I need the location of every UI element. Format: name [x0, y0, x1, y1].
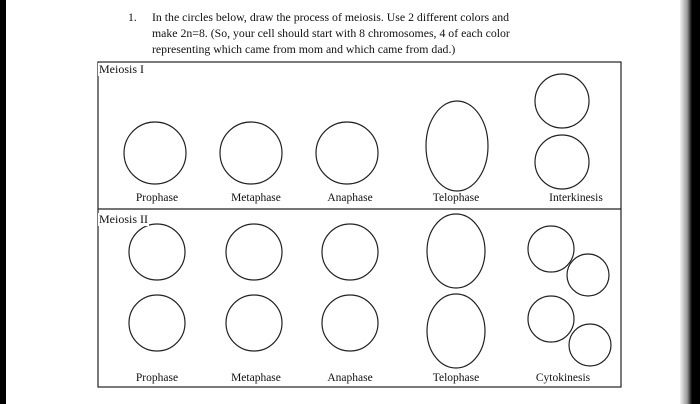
diagram-frame	[98, 62, 621, 387]
phase-label-prophase-2: Prophase	[135, 372, 179, 384]
phase-label-interkinesis: Interkinesis	[549, 192, 603, 204]
interkinesis-cell-1[interactable]	[535, 74, 589, 128]
cytokinesis-cell-3[interactable]	[528, 296, 574, 342]
meiosis-1-label: Meiosis I	[99, 62, 144, 76]
phase-label-metaphase-1: Metaphase	[231, 192, 281, 204]
cytokinesis-cell-2[interactable]	[567, 254, 609, 296]
phase-label-metaphase-2: Metaphase	[231, 372, 281, 384]
metaphase-1-cell[interactable]	[220, 122, 282, 184]
metaphase-2-cell-2[interactable]	[226, 295, 282, 351]
telophase-2-cell-2[interactable]	[427, 294, 485, 368]
phase-label-telophase-2: Telophase	[432, 372, 480, 384]
telophase-2-cell-1[interactable]	[427, 214, 485, 288]
telophase-1-cell[interactable]	[426, 101, 488, 191]
phase-label-cytokinesis: Cytokinesis	[535, 372, 591, 384]
anaphase-2-cell-2[interactable]	[322, 295, 378, 351]
question-number: 1.	[128, 10, 137, 24]
anaphase-1-cell[interactable]	[316, 122, 378, 184]
instruction-line-3: representing which came from mom and which came from dad.)	[152, 42, 456, 56]
phase-label-anaphase-1: Anaphase	[327, 192, 373, 204]
anaphase-2-cell-1[interactable]	[322, 224, 378, 280]
phase-label-prophase-1: Prophase	[135, 192, 179, 204]
instruction-line-1: In the circles below, draw the process of meiosis. Use 2 different colors and	[152, 10, 510, 24]
phase-label-anaphase-2: Anaphase	[327, 372, 373, 384]
phase-label-telophase-1: Telophase	[432, 192, 480, 204]
prophase-2-cell-2[interactable]	[129, 295, 185, 351]
prophase-2-cell-1[interactable]	[129, 224, 185, 280]
interkinesis-cell-2[interactable]	[535, 135, 589, 189]
instruction-line-2: make 2n=8. (So, your cell should start with 8 chromosomes, 4 of each color	[152, 26, 510, 40]
prophase-1-cell[interactable]	[124, 122, 186, 184]
metaphase-2-cell-1[interactable]	[226, 224, 282, 280]
cytokinesis-cell-4[interactable]	[569, 324, 611, 366]
cytokinesis-cell-1[interactable]	[528, 226, 574, 272]
meiosis-2-label: Meiosis II	[99, 212, 148, 226]
